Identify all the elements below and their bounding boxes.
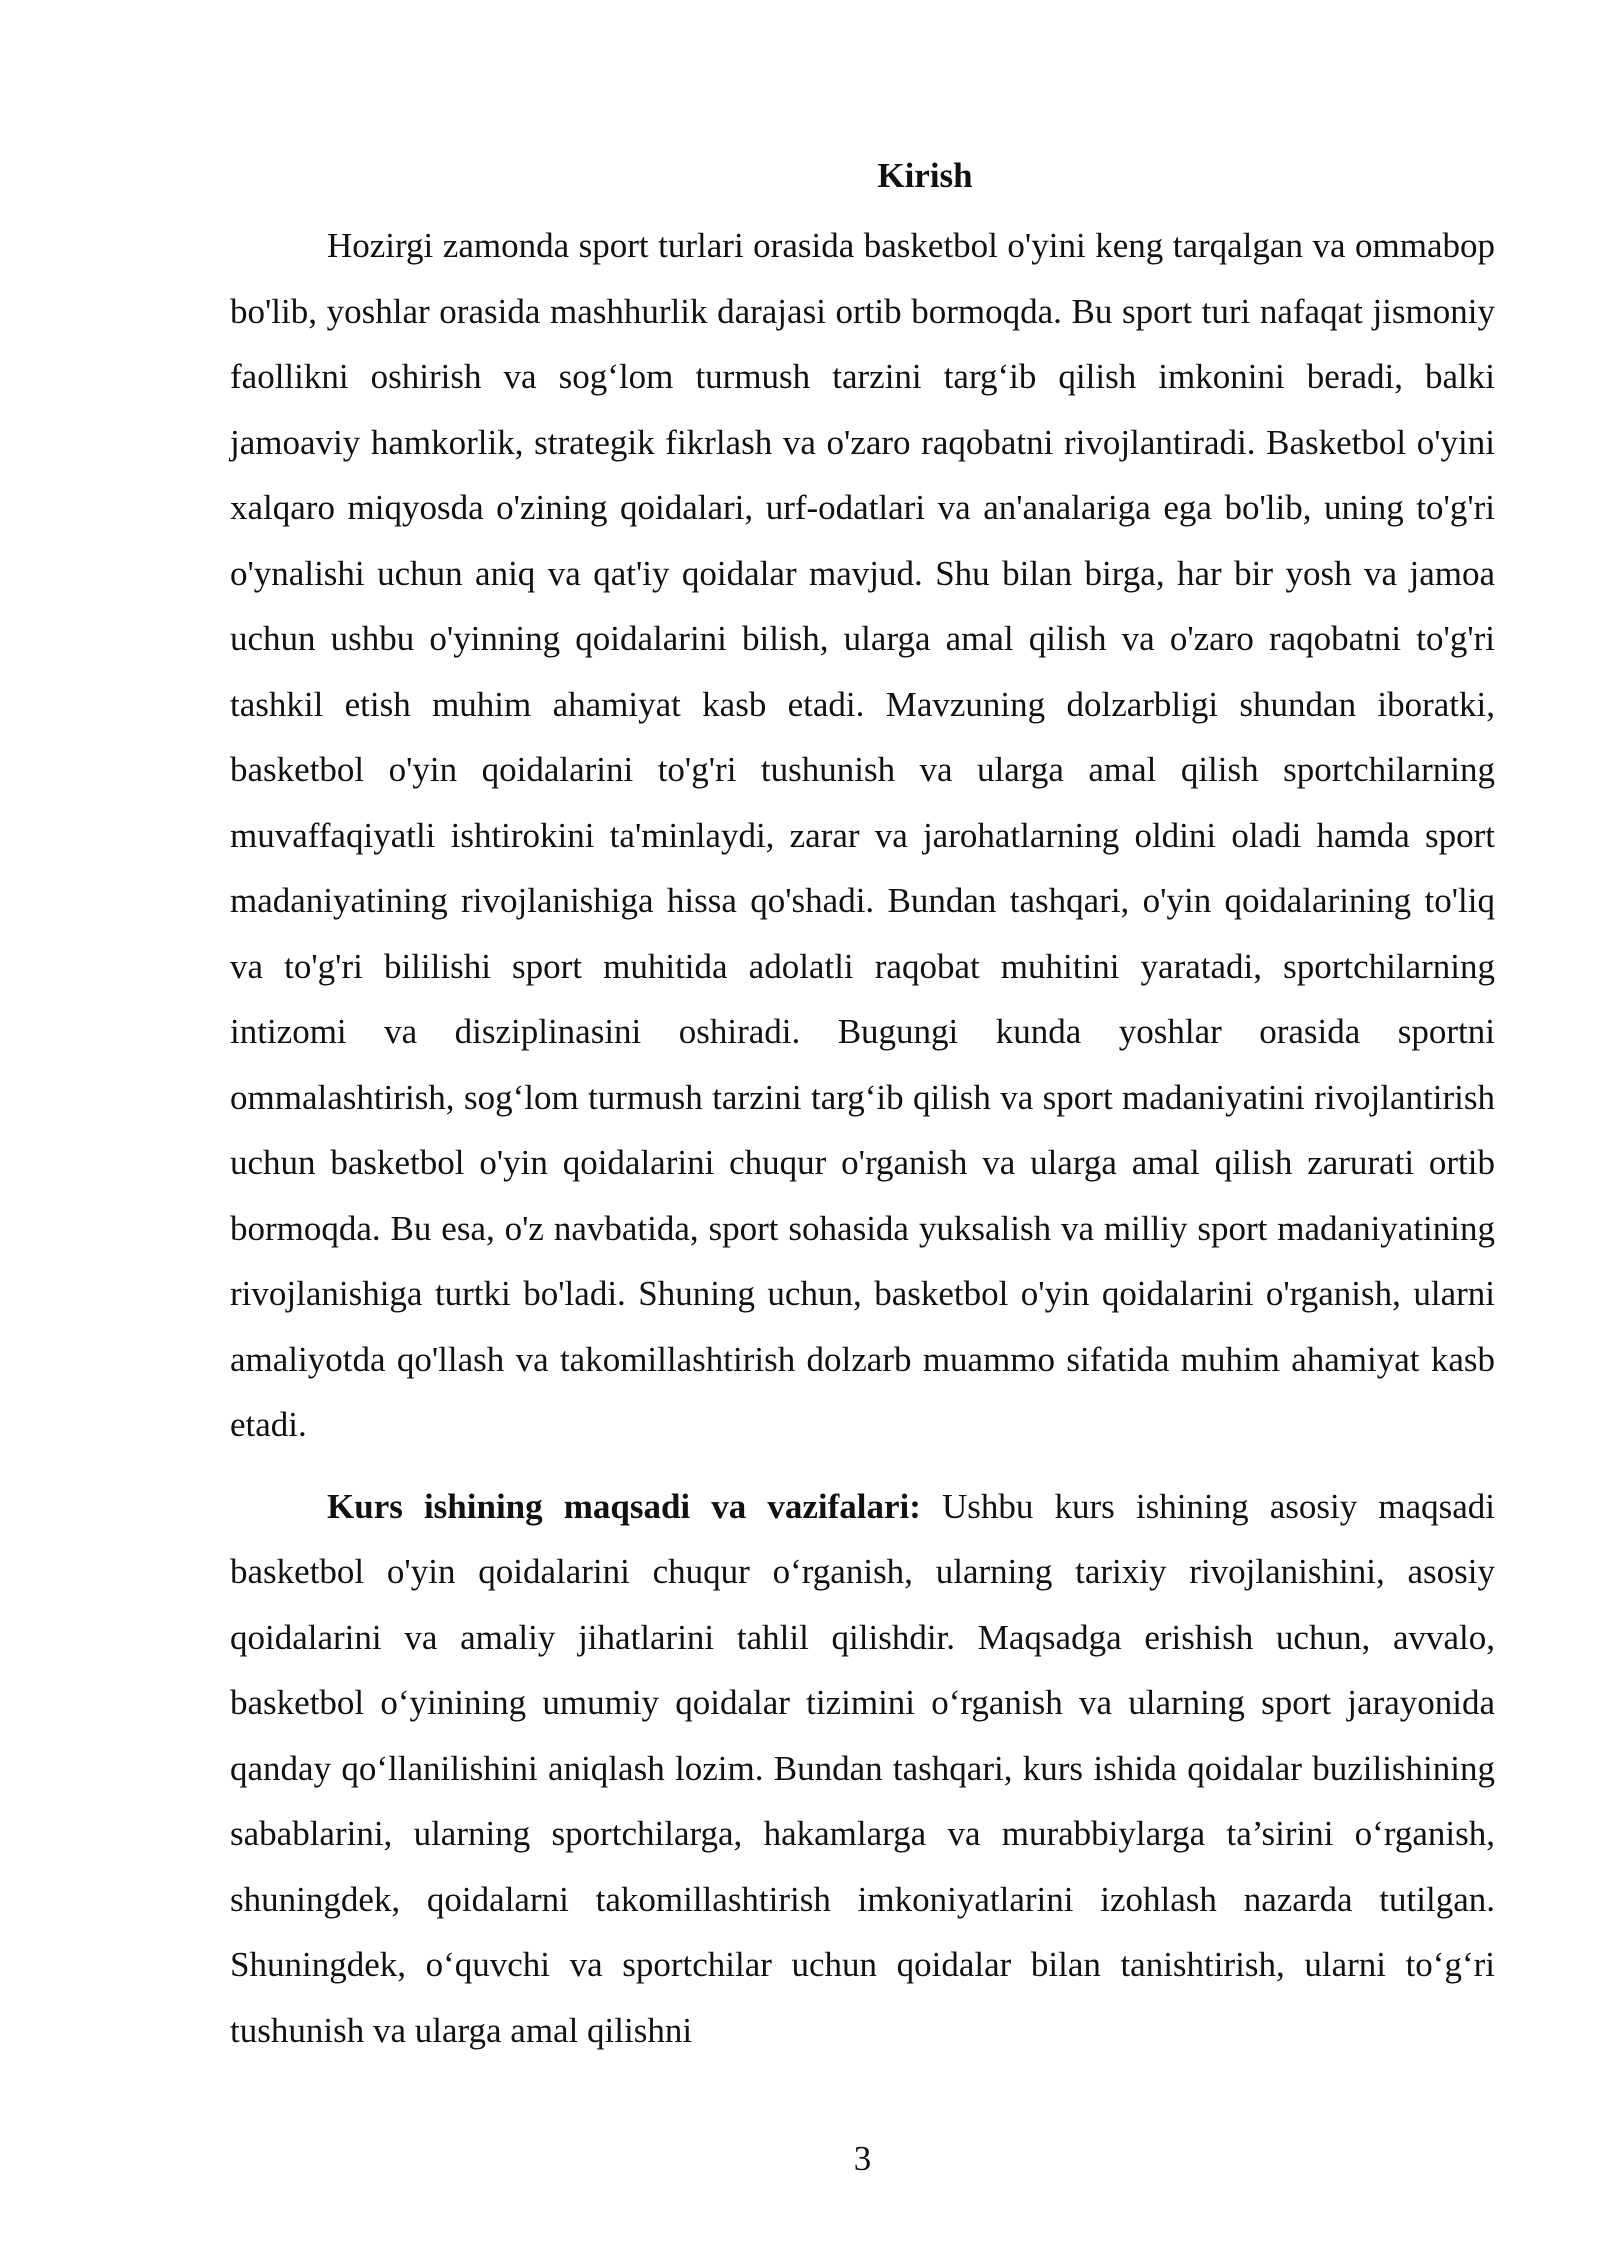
intro-paragraph: Hozirgi zamonda sport turlari orasida basketbol o'yini keng tarqalgan va ommabop bo'lib, yoshlar orasida mashhurlik darajasi ortib bormoqda. Bu sport turi nafaqat jismoniy faollikni oshirish va sog‘lom turmush tarzini targ‘ib qilish imkonini beradi, balki jamoaviy hamkorlik, strategik fikrlash va o'zaro raqobatni rivojlantiradi. Basketbol o'yini xalqaro miqyosda o'zining qoidalari, urf-odatlari va an'analariga ega bo'lib, uning to'g'ri o'ynalishi uchun aniq va qat'iy qoidalar mavjud. Shu bilan birga, har bir yosh va jamoa uchun ushbu o'yinning qoidalarini bilish, ularga amal qilish va o'zaro raqobatni to'g'ri tashkil etish muhim ahamiyat kasb etadi. Mavzuning dolzarbligi shundan iboratki, basketbol o'yin qoidalarini to'g'ri tushunish va ularga amal qilish sportchilarning muvaffaqiyatli ishtirokini ta'minlaydi, zarar va jarohatlarning oldini oladi hamda sport madaniyatining rivojlanishiga hissa qo'shadi. Bundan tashqari, o'yin qoidalarining to'liq va to'g'ri bililishi sport muhitida adolatli raqobat muhitini yaratadi, sportchilarning intizomi va disziplinasini oshiradi. Bugungi kunda yoshlar orasida sportni ommalashtirish, sog‘lom turmush tarzini targ‘ib qilish va sport madaniyatini rivojlantirish uchun basketbol o'yin qoidalarini chuqur o'rganish va ularga amal qilish zarurati ortib bormoqda. Bu esa, o'z navbatida, sport sohasida yuksalish va milliy sport madaniyatining rivojlanishiga turtki bo'ladi. Shuning uchun, basketbol o'yin qoidalarini o'rganish, ularni amaliyotda qo'llash va takomillashtirish dolzarb muammo sifatida muhim ahamiyat kasb etadi. (230, 226, 1495, 1444)
goals-heading: Kurs ishining maqsadi va vazifalari: (327, 1486, 921, 1526)
page-content (230, 148, 1495, 2063)
section-title: Kirish (877, 156, 973, 195)
page-number: 3 (853, 2139, 872, 2178)
goals-paragraph (230, 1474, 1495, 2064)
goals-text: Ushbu kurs ishining asosiy maqsadi basketbol o'yin qoidalarini chuqur o‘rganish, ularning tarixiy rivojlanishini, asosiy qoidalarini va amaliy jihatlarini tahlil qilishdir. Maqsadga erishish uchun, avvalo, basketbol o‘yinining umumiy qoidalar tizimini o‘rganish va ularning sport jarayonida qanday qo‘llanilishini aniqlash lozim. Bundan tashqari, kurs ishida qoidalar buzilishining sabablarini, ularning sportchilarga, hakamlarga va murabbiylarga ta’sirini o‘rganish, shuningdek, qoidalarni takomillashtirish imkoniyatlarini izohlash nazarda tutilgan. Shuningdek, o‘quvchi va sportchilar uchun qoidalar bilan tanishtirish, ularni to‘g‘ri tushunish va ularga amal qilishni (230, 1486, 1495, 2050)
